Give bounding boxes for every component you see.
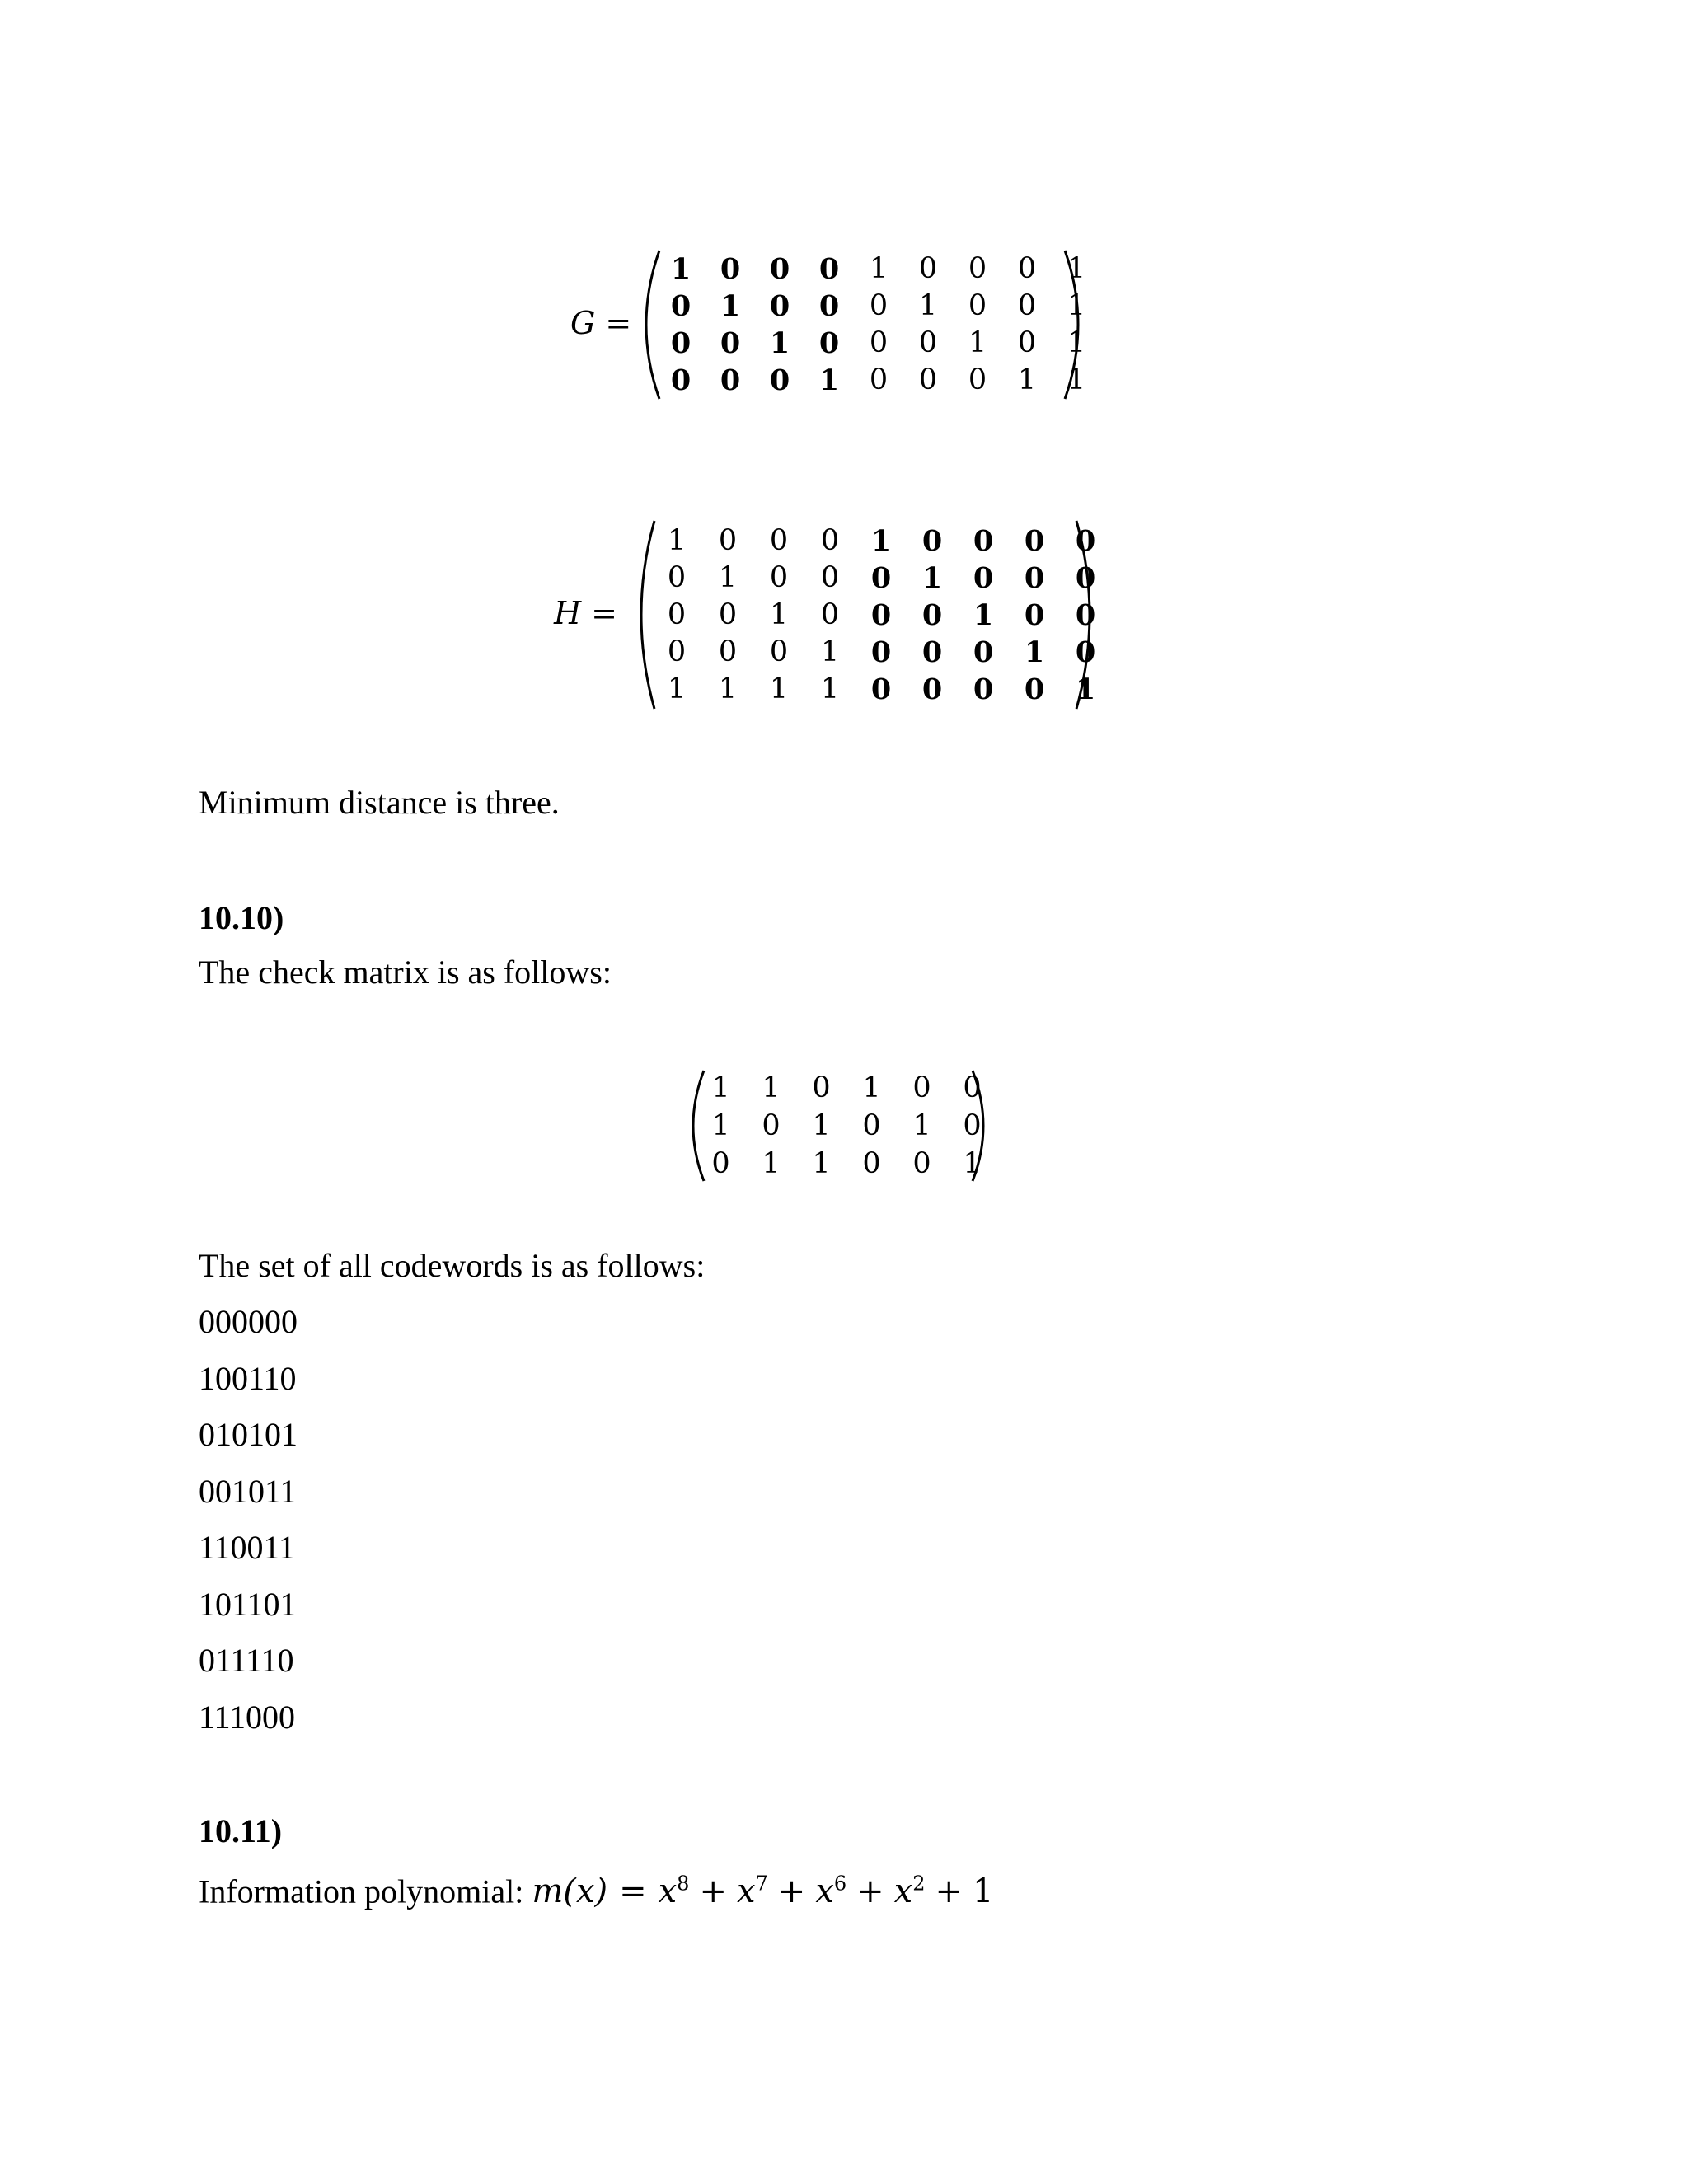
check-matrix-cell: 1 bbox=[963, 1147, 982, 1180]
matrix-h-label bbox=[554, 593, 617, 633]
matrix-g-cell: 0 bbox=[818, 289, 840, 323]
matrix-h-cell: 0 bbox=[667, 635, 687, 668]
matrix-g-cell: 0 bbox=[769, 363, 790, 397]
matrix-g-cell: 1 bbox=[670, 252, 692, 286]
matrix-h-cell: 0 bbox=[1024, 524, 1045, 558]
polynomial-term-base: x bbox=[893, 1872, 913, 1911]
matrix-h-cell: 0 bbox=[1075, 598, 1096, 632]
matrix-g-label bbox=[570, 303, 631, 343]
matrix-h-cell: 1 bbox=[1024, 635, 1045, 669]
matrix-g-cell: 0 bbox=[720, 252, 741, 286]
matrix-h-cell: 0 bbox=[718, 524, 738, 557]
matrix-h-cell: 0 bbox=[718, 635, 738, 668]
matrix-h-equals: = bbox=[591, 595, 617, 631]
check-matrix bbox=[678, 1067, 999, 1184]
matrix-g-cell: 0 bbox=[1017, 252, 1037, 285]
polynomial-term-base: x bbox=[815, 1872, 834, 1911]
matrix-h-symbol: H bbox=[554, 595, 582, 631]
matrix-g-right-paren bbox=[1060, 247, 1093, 402]
polynomial-term-exponent: 8 bbox=[677, 1872, 690, 1896]
codeword-item: 110011 bbox=[199, 1529, 296, 1566]
matrix-g-symbol: G bbox=[570, 305, 596, 341]
matrix-g-cell: 0 bbox=[670, 326, 692, 360]
matrix-h bbox=[626, 518, 1104, 712]
matrix-g-cell: 0 bbox=[818, 326, 840, 360]
matrix-g-cell: 0 bbox=[869, 289, 889, 322]
matrix-g-cell: 1 bbox=[1067, 326, 1086, 359]
codeword-item: 010101 bbox=[199, 1416, 298, 1453]
matrix-h-cell: 1 bbox=[921, 561, 943, 595]
matrix-h-cell: 0 bbox=[1024, 598, 1045, 632]
section-10-11-heading: 10.11) bbox=[199, 1812, 283, 1849]
matrix-h-cell: 0 bbox=[1075, 635, 1096, 669]
codeword-item: 101101 bbox=[199, 1585, 297, 1623]
matrix-g-cell: 1 bbox=[1067, 289, 1086, 322]
matrix-h-cell: 0 bbox=[769, 524, 789, 557]
check-matrix-cell: 1 bbox=[711, 1109, 730, 1142]
matrix-g-grid bbox=[656, 251, 1101, 399]
polynomial-term-base: x bbox=[658, 1872, 678, 1911]
matrix-h-cell: 0 bbox=[1075, 524, 1096, 558]
matrix-g-equals: = bbox=[605, 305, 632, 341]
polynomial-label: Information polynomial: bbox=[199, 1872, 532, 1910]
matrix-h-cell: 0 bbox=[1024, 673, 1045, 706]
codeword-item: 100110 bbox=[199, 1359, 297, 1397]
matrix-h-cell: 0 bbox=[921, 673, 943, 706]
matrix-g-cell: 1 bbox=[769, 326, 790, 360]
matrix-h-cell: 1 bbox=[769, 673, 789, 705]
polynomial-term-exponent: 2 bbox=[912, 1872, 926, 1896]
check-matrix-intro: The check matrix is as follows: bbox=[199, 954, 612, 991]
matrix-g-cell: 0 bbox=[769, 289, 790, 323]
check-matrix-cell: 0 bbox=[812, 1071, 831, 1104]
check-matrix-cell: 1 bbox=[711, 1071, 730, 1104]
polynomial-term bbox=[737, 1872, 768, 1910]
matrix-h-cell: 0 bbox=[820, 524, 840, 557]
matrix-g-cell: 1 bbox=[1067, 252, 1086, 285]
matrix-g-cell: 0 bbox=[1017, 326, 1037, 359]
polynomial-term-base: 1 bbox=[973, 1872, 994, 1911]
matrix-h-cell: 0 bbox=[769, 561, 789, 594]
matrix-g-cell: 0 bbox=[968, 363, 987, 396]
polynomial-plus: + bbox=[935, 1872, 964, 1911]
matrix-g-cell: 0 bbox=[670, 363, 692, 397]
check-matrix-cell: 0 bbox=[963, 1109, 982, 1142]
matrix-h-cell: 0 bbox=[820, 561, 840, 594]
check-matrix-right-paren bbox=[966, 1067, 999, 1184]
check-matrix-cell: 1 bbox=[862, 1071, 881, 1104]
matrix-h-cell: 0 bbox=[921, 524, 943, 558]
codeword-item: 011110 bbox=[199, 1642, 294, 1679]
matrix-h-cell: 0 bbox=[870, 635, 892, 669]
polynomial-expression bbox=[532, 1872, 993, 1910]
matrix-g-cell: 1 bbox=[720, 289, 741, 323]
check-matrix-cell: 0 bbox=[862, 1147, 881, 1180]
matrix-h-cell: 1 bbox=[667, 673, 687, 705]
check-matrix-cell: 0 bbox=[912, 1071, 931, 1104]
polynomial-equals: = bbox=[619, 1872, 647, 1911]
matrix-g-cell: 1 bbox=[1067, 363, 1086, 396]
polynomial-term bbox=[815, 1872, 846, 1910]
matrix-g-cell: 0 bbox=[818, 252, 840, 286]
matrix-g-cell: 0 bbox=[968, 252, 987, 285]
check-matrix-cell: 1 bbox=[812, 1109, 831, 1142]
matrix-g-cell: 0 bbox=[918, 326, 938, 359]
polynomial-plus: + bbox=[699, 1872, 727, 1911]
check-matrix-cell: 0 bbox=[762, 1109, 781, 1142]
polynomial-plus: + bbox=[856, 1872, 884, 1911]
polynomial-term bbox=[894, 1872, 926, 1910]
polynomial-term bbox=[973, 1872, 993, 1910]
matrix-g-cell: 1 bbox=[918, 289, 938, 322]
codeword-item: 001011 bbox=[199, 1472, 297, 1510]
matrix-h-cell: 0 bbox=[667, 598, 687, 631]
codewords-intro: The set of all codewords is as follows: bbox=[199, 1247, 706, 1284]
matrix-h-cell: 0 bbox=[718, 598, 738, 631]
matrix-h-cell: 0 bbox=[870, 673, 892, 706]
polynomial-line bbox=[199, 1864, 993, 1911]
matrix-h-cell: 0 bbox=[973, 524, 994, 558]
matrix-g-cell: 0 bbox=[1017, 289, 1037, 322]
codeword-item: 000000 bbox=[199, 1303, 298, 1340]
check-matrix-cell: 1 bbox=[912, 1109, 931, 1142]
matrix-h-cell: 0 bbox=[1075, 561, 1096, 595]
matrix-g-cell: 1 bbox=[1017, 363, 1037, 396]
matrix-h-cell: 0 bbox=[1024, 561, 1045, 595]
matrix-h-cell: 0 bbox=[820, 598, 840, 631]
matrix-h-right-paren bbox=[1071, 518, 1104, 712]
matrix-h-cell: 1 bbox=[1075, 673, 1096, 706]
matrix-g-cell: 0 bbox=[968, 289, 987, 322]
min-distance-text: Minimum distance is three. bbox=[199, 784, 560, 821]
polynomial-lhs: m(x) bbox=[532, 1872, 608, 1911]
check-matrix-grid bbox=[696, 1069, 997, 1183]
matrix-h-cell: 1 bbox=[820, 673, 840, 705]
matrix-g-cell: 1 bbox=[968, 326, 987, 359]
codeword-item: 111000 bbox=[199, 1698, 296, 1736]
matrix-h-cell: 0 bbox=[921, 635, 943, 669]
matrix-h-cell: 1 bbox=[718, 561, 738, 594]
matrix-h-cell: 0 bbox=[921, 598, 943, 632]
matrix-h-grid bbox=[651, 523, 1111, 708]
matrix-h-cell: 0 bbox=[973, 561, 994, 595]
check-matrix-cell: 0 bbox=[912, 1147, 931, 1180]
polynomial-term-exponent: 7 bbox=[755, 1872, 768, 1896]
matrix-g-cell: 0 bbox=[918, 252, 938, 285]
matrix-h-cell: 1 bbox=[667, 524, 687, 557]
matrix-g-cell: 0 bbox=[869, 363, 889, 396]
section-10-10-heading: 10.10) bbox=[199, 899, 284, 936]
matrix-g-cell: 0 bbox=[769, 252, 790, 286]
check-matrix-cell: 0 bbox=[711, 1147, 730, 1180]
matrix-g-cell: 1 bbox=[818, 363, 840, 397]
matrix-g-cell: 0 bbox=[918, 363, 938, 396]
matrix-h-cell: 1 bbox=[820, 635, 840, 668]
check-matrix-cell: 1 bbox=[762, 1071, 781, 1104]
matrix-h-cell: 0 bbox=[769, 635, 789, 668]
check-matrix-cell: 1 bbox=[762, 1147, 781, 1180]
polynomial-term-base: x bbox=[736, 1872, 756, 1911]
check-matrix-cell: 0 bbox=[862, 1109, 881, 1142]
matrix-h-cell: 0 bbox=[870, 598, 892, 632]
matrix-g-cell: 0 bbox=[869, 326, 889, 359]
check-matrix-cell: 1 bbox=[812, 1147, 831, 1180]
polynomial-plus: + bbox=[777, 1872, 806, 1911]
polynomial-term-exponent: 6 bbox=[833, 1872, 847, 1896]
matrix-h-cell: 1 bbox=[769, 598, 789, 631]
matrix-h-cell: 0 bbox=[870, 561, 892, 595]
matrix-h-cell: 1 bbox=[973, 598, 994, 632]
matrix-h-cell: 1 bbox=[718, 673, 738, 705]
matrix-g-cell: 0 bbox=[720, 363, 741, 397]
matrix-h-cell: 0 bbox=[667, 561, 687, 594]
matrix-h-cell: 0 bbox=[973, 635, 994, 669]
matrix-g bbox=[631, 247, 1093, 402]
check-matrix-cell: 0 bbox=[963, 1071, 982, 1104]
matrix-h-cell: 1 bbox=[870, 524, 892, 558]
matrix-g-cell: 0 bbox=[720, 326, 741, 360]
matrix-g-cell: 1 bbox=[869, 252, 889, 285]
matrix-g-cell: 0 bbox=[670, 289, 692, 323]
matrix-h-cell: 0 bbox=[973, 673, 994, 706]
polynomial-term bbox=[659, 1872, 690, 1910]
